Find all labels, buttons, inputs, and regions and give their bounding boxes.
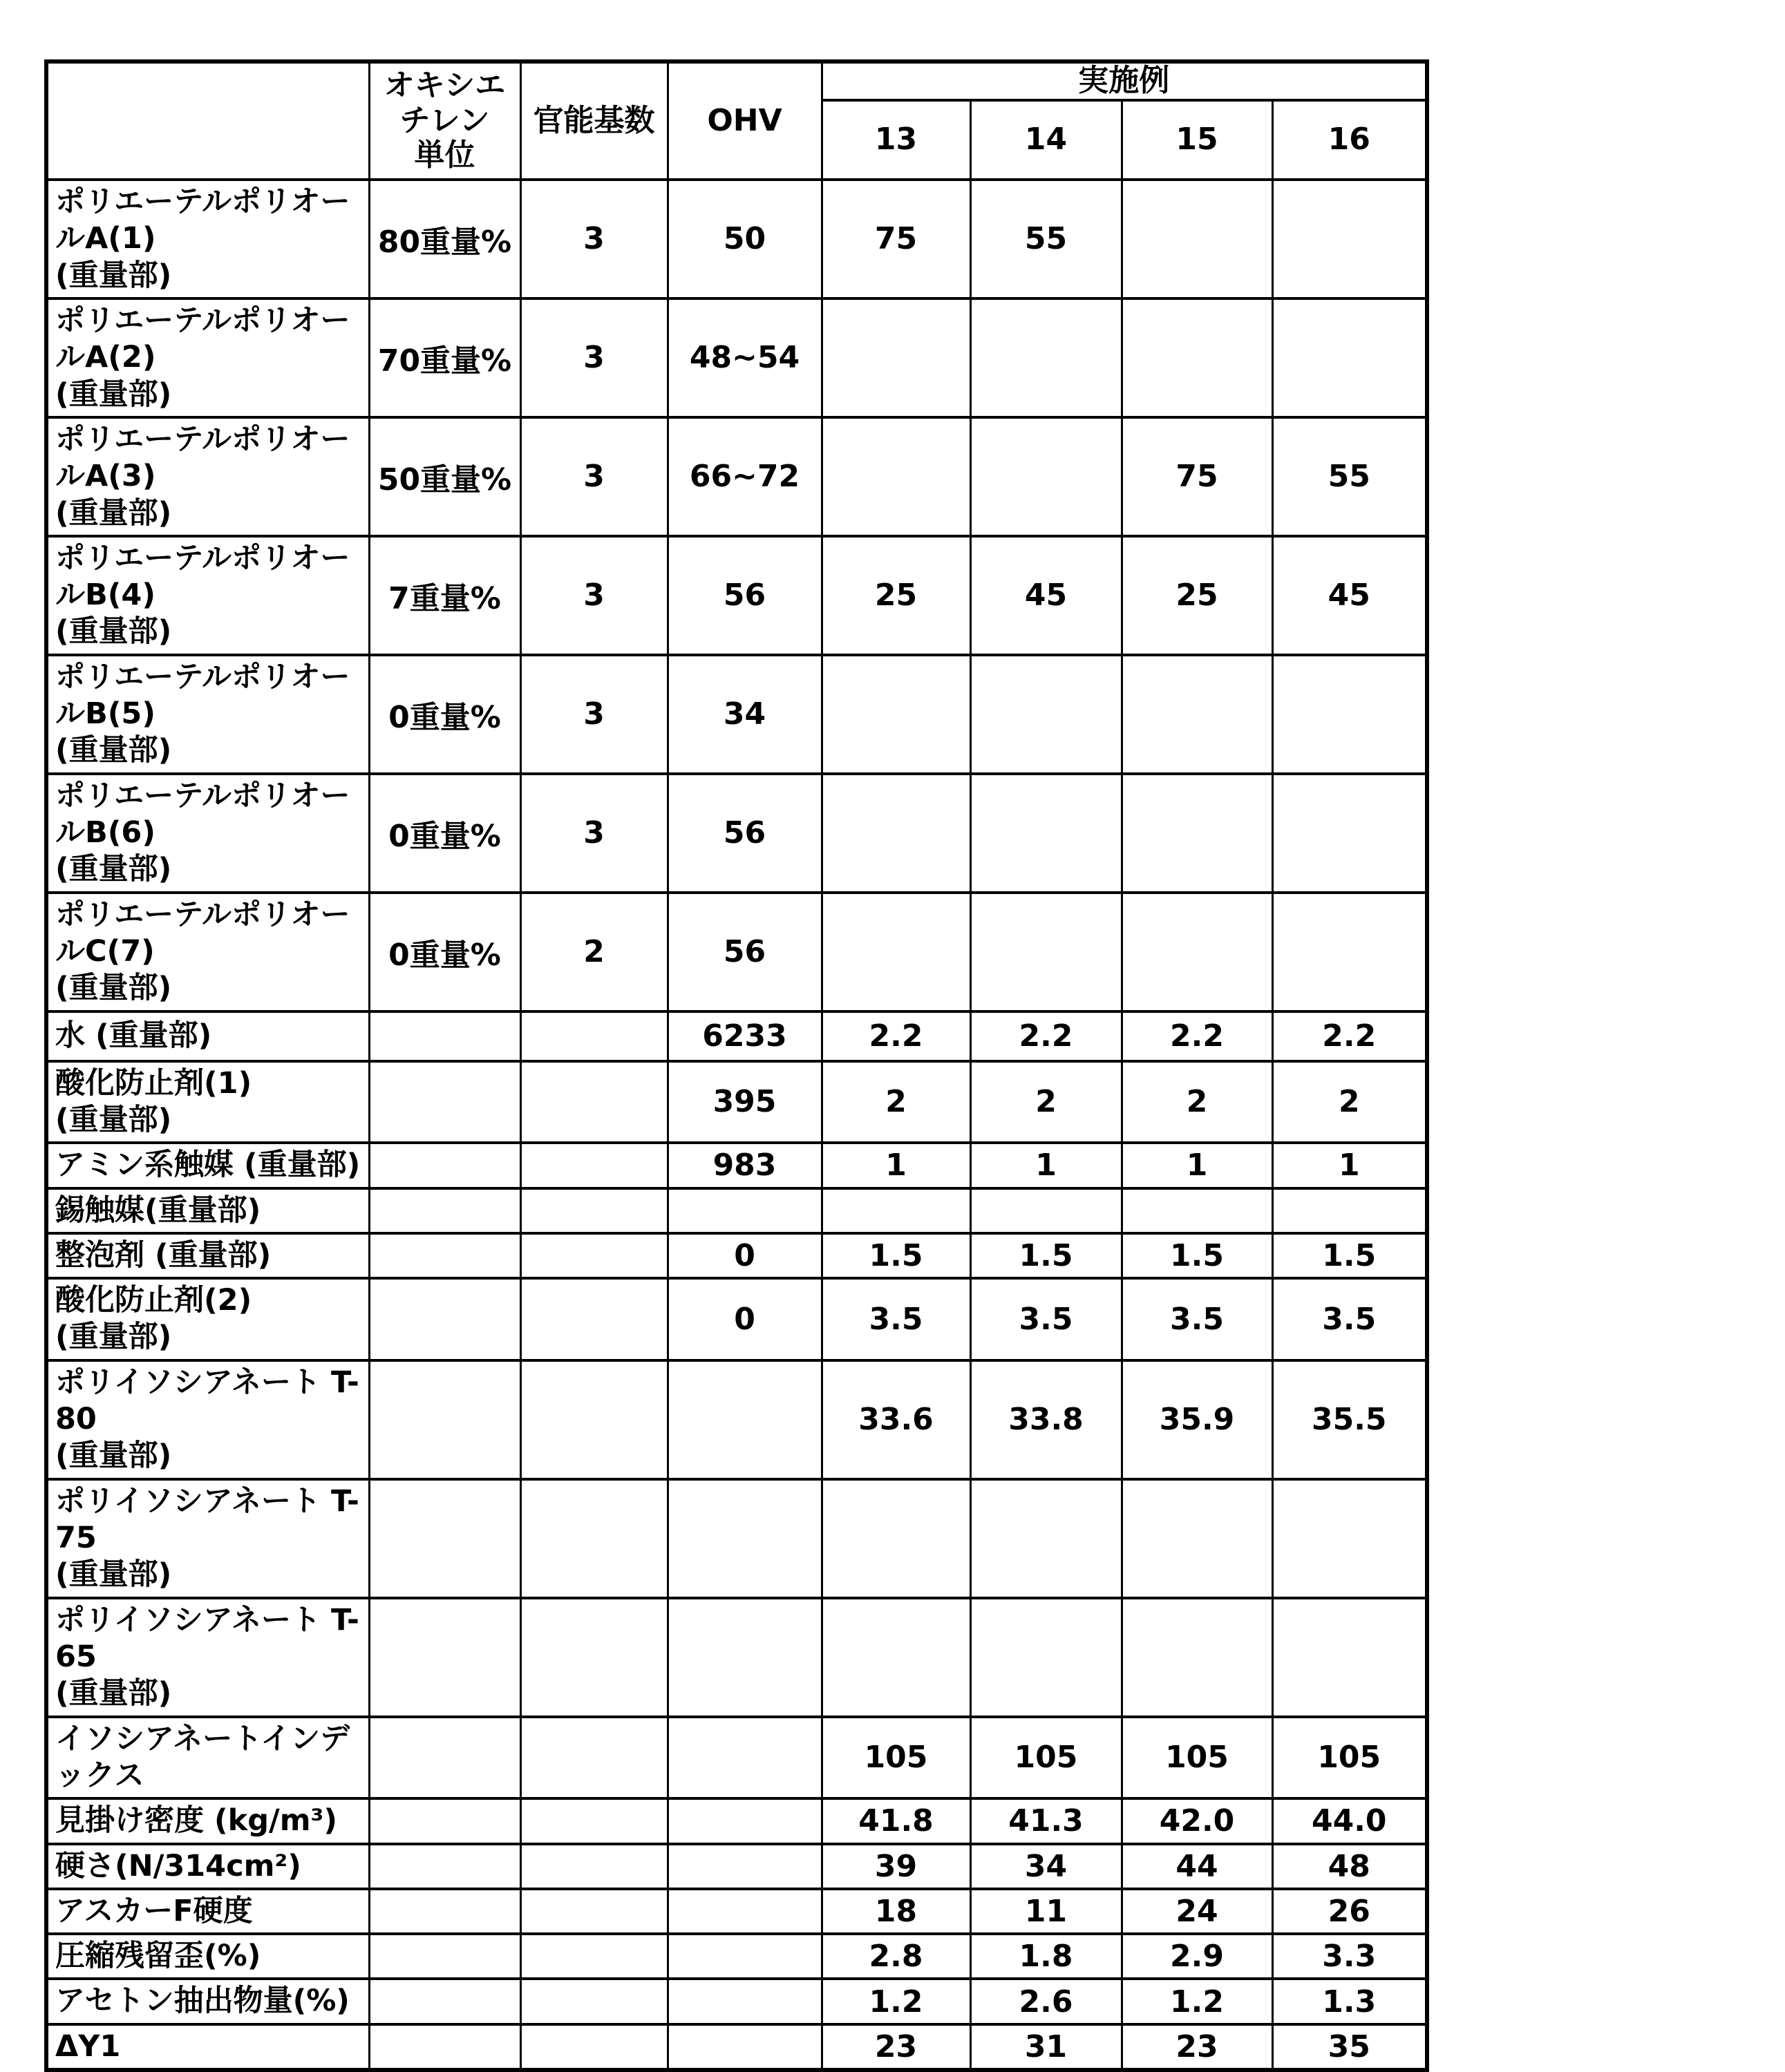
table-row bbox=[46, 180, 1427, 298]
row-label: アスカーF硬度 bbox=[46, 1889, 369, 1934]
cell-ohv: 395 bbox=[668, 1061, 822, 1143]
cell-oxyethylene bbox=[369, 1979, 520, 2024]
cell-example-15: 2.2 bbox=[1122, 1011, 1272, 1061]
row-label: ポリエーテルポリオールA(2) (重量部) bbox=[46, 298, 369, 417]
cell-functionality: 3 bbox=[520, 774, 668, 893]
cell-ohv bbox=[668, 1360, 822, 1479]
header-example-14: 14 bbox=[970, 100, 1122, 180]
cell-example-15: 75 bbox=[1122, 417, 1272, 536]
cell-functionality bbox=[520, 1979, 668, 2024]
cell-example-13 bbox=[822, 774, 970, 893]
row-label: 圧縮残留歪(%) bbox=[46, 1934, 369, 1979]
cell-ohv bbox=[668, 1889, 822, 1934]
cell-example-15: 2.9 bbox=[1122, 1934, 1272, 1979]
table-row bbox=[46, 1143, 1427, 1188]
cell-oxyethylene bbox=[369, 1798, 520, 1843]
cell-example-13: 39 bbox=[822, 1844, 970, 1889]
cell-example-16: 35.5 bbox=[1272, 1360, 1427, 1479]
cell-example-16: 45 bbox=[1272, 536, 1427, 655]
cell-example-13 bbox=[822, 298, 970, 417]
cell-oxyethylene bbox=[369, 1278, 520, 1360]
cell-example-13: 105 bbox=[822, 1717, 970, 1799]
cell-example-13 bbox=[822, 417, 970, 536]
cell-example-15 bbox=[1122, 893, 1272, 1011]
cell-oxyethylene: 0重量% bbox=[369, 774, 520, 893]
cell-oxyethylene bbox=[369, 1233, 520, 1278]
row-label: アセトン抽出物量(%) bbox=[46, 1979, 369, 2024]
table-row bbox=[46, 417, 1427, 536]
cell-functionality bbox=[520, 1717, 668, 1799]
cell-example-14: 33.8 bbox=[970, 1360, 1122, 1479]
header-example-15: 15 bbox=[1122, 100, 1272, 180]
cell-oxyethylene: 50重量% bbox=[369, 417, 520, 536]
cell-oxyethylene bbox=[369, 1479, 520, 1598]
cell-example-13: 1 bbox=[822, 1143, 970, 1188]
cell-example-13: 41.8 bbox=[822, 1798, 970, 1843]
cell-ohv: 34 bbox=[668, 655, 822, 774]
cell-example-15: 2 bbox=[1122, 1061, 1272, 1143]
table-row bbox=[46, 1479, 1427, 1598]
cell-ohv: 56 bbox=[668, 893, 822, 1011]
cell-example-13: 3.5 bbox=[822, 1278, 970, 1360]
cell-example-14: 45 bbox=[970, 536, 1122, 655]
cell-example-15: 23 bbox=[1122, 2024, 1272, 2070]
cell-ohv bbox=[668, 1979, 822, 2024]
cell-example-15 bbox=[1122, 298, 1272, 417]
cell-ohv: 66~72 bbox=[668, 417, 822, 536]
table-row bbox=[46, 2024, 1427, 2070]
table-row bbox=[46, 1798, 1427, 1843]
cell-functionality bbox=[520, 1889, 668, 1934]
cell-example-16 bbox=[1272, 893, 1427, 1011]
cell-oxyethylene bbox=[369, 1844, 520, 1889]
cell-functionality: 3 bbox=[520, 180, 668, 298]
cell-example-13 bbox=[822, 1188, 970, 1233]
cell-oxyethylene bbox=[369, 1889, 520, 1934]
header-examples-group: 実施例 bbox=[822, 61, 1427, 100]
row-label: 水 (重量部) bbox=[46, 1011, 369, 1061]
row-label: ΔY1 bbox=[46, 2024, 369, 2070]
table-row bbox=[46, 1717, 1427, 1799]
cell-oxyethylene bbox=[369, 1188, 520, 1233]
cell-example-13 bbox=[822, 1479, 970, 1598]
table-row bbox=[46, 1598, 1427, 1717]
cell-ohv: 6233 bbox=[668, 1011, 822, 1061]
table-row bbox=[46, 1889, 1427, 1934]
cell-oxyethylene bbox=[369, 1598, 520, 1717]
header-example-13: 13 bbox=[822, 100, 970, 180]
cell-example-15: 24 bbox=[1122, 1889, 1272, 1934]
cell-example-16: 3.3 bbox=[1272, 1934, 1427, 1979]
cell-example-16: 1.3 bbox=[1272, 1979, 1427, 2024]
cell-example-16: 2.2 bbox=[1272, 1011, 1427, 1061]
cell-ohv bbox=[668, 1798, 822, 1843]
cell-example-16: 44.0 bbox=[1272, 1798, 1427, 1843]
cell-functionality bbox=[520, 2024, 668, 2070]
cell-example-14: 34 bbox=[970, 1844, 1122, 1889]
cell-functionality bbox=[520, 1598, 668, 1717]
cell-example-16: 1 bbox=[1272, 1143, 1427, 1188]
header-functional-groups: 官能基数 bbox=[520, 61, 668, 180]
cell-ohv bbox=[668, 1598, 822, 1717]
table-row bbox=[46, 1188, 1427, 1233]
table-row bbox=[46, 1360, 1427, 1479]
cell-example-16: 3.5 bbox=[1272, 1278, 1427, 1360]
cell-example-15 bbox=[1122, 774, 1272, 893]
table-row bbox=[46, 1011, 1427, 1061]
table-row bbox=[46, 1844, 1427, 1889]
cell-example-14: 1 bbox=[970, 1143, 1122, 1188]
row-label: アミン系触媒 (重量部) bbox=[46, 1143, 369, 1188]
cell-ohv bbox=[668, 1844, 822, 1889]
cell-example-14 bbox=[970, 298, 1122, 417]
header-group-row bbox=[46, 61, 1427, 100]
cell-example-14: 55 bbox=[970, 180, 1122, 298]
cell-example-14: 2.2 bbox=[970, 1011, 1122, 1061]
cell-example-15 bbox=[1122, 1188, 1272, 1233]
cell-functionality: 2 bbox=[520, 893, 668, 1011]
cell-oxyethylene: 0重量% bbox=[369, 655, 520, 774]
cell-example-14: 31 bbox=[970, 2024, 1122, 2070]
cell-example-13: 75 bbox=[822, 180, 970, 298]
row-label: ポリエーテルポリオールB(5) (重量部) bbox=[46, 655, 369, 774]
cell-example-15: 1.2 bbox=[1122, 1979, 1272, 2024]
table-row bbox=[46, 536, 1427, 655]
cell-ohv: 56 bbox=[668, 774, 822, 893]
cell-example-15: 35.9 bbox=[1122, 1360, 1272, 1479]
cell-functionality bbox=[520, 1844, 668, 1889]
cell-functionality bbox=[520, 1360, 668, 1479]
table-row bbox=[46, 1061, 1427, 1143]
table-header bbox=[46, 61, 1427, 180]
cell-example-14 bbox=[970, 774, 1122, 893]
cell-example-15: 44 bbox=[1122, 1844, 1272, 1889]
cell-ohv: 0 bbox=[668, 1278, 822, 1360]
row-label: ポリイソシアネート T-80 (重量部) bbox=[46, 1360, 369, 1479]
cell-oxyethylene: 0重量% bbox=[369, 893, 520, 1011]
cell-example-14: 3.5 bbox=[970, 1278, 1122, 1360]
cell-example-16: 35 bbox=[1272, 2024, 1427, 2070]
cell-example-14: 2.6 bbox=[970, 1979, 1122, 2024]
cell-functionality bbox=[520, 1061, 668, 1143]
cell-example-14: 1.5 bbox=[970, 1233, 1122, 1278]
cell-ohv: 0 bbox=[668, 1233, 822, 1278]
cell-oxyethylene: 7重量% bbox=[369, 536, 520, 655]
row-label: 酸化防止剤(2) (重量部) bbox=[46, 1278, 369, 1360]
cell-oxyethylene bbox=[369, 2024, 520, 2070]
cell-functionality bbox=[520, 1011, 668, 1061]
cell-example-14: 1.8 bbox=[970, 1934, 1122, 1979]
cell-oxyethylene bbox=[369, 1717, 520, 1799]
row-label: 酸化防止剤(1) (重量部) bbox=[46, 1061, 369, 1143]
cell-example-15: 25 bbox=[1122, 536, 1272, 655]
cell-example-14 bbox=[970, 1188, 1122, 1233]
cell-ohv: 56 bbox=[668, 536, 822, 655]
row-label: ポリイソシアネート T-75 (重量部) bbox=[46, 1479, 369, 1598]
cell-example-13 bbox=[822, 655, 970, 774]
row-label: 硬さ(N/314cm²) bbox=[46, 1844, 369, 1889]
cell-example-15 bbox=[1122, 1598, 1272, 1717]
table-body bbox=[46, 180, 1427, 2070]
cell-example-13: 2.2 bbox=[822, 1011, 970, 1061]
row-label: 整泡剤 (重量部) bbox=[46, 1233, 369, 1278]
cell-ohv bbox=[668, 1717, 822, 1799]
cell-example-16 bbox=[1272, 180, 1427, 298]
cell-example-14 bbox=[970, 893, 1122, 1011]
cell-example-14: 41.3 bbox=[970, 1798, 1122, 1843]
cell-example-13 bbox=[822, 893, 970, 1011]
cell-ohv: 983 bbox=[668, 1143, 822, 1188]
cell-ohv: 50 bbox=[668, 180, 822, 298]
cell-oxyethylene bbox=[369, 1011, 520, 1061]
cell-example-16: 105 bbox=[1272, 1717, 1427, 1799]
row-label: 錫触媒(重量部) bbox=[46, 1188, 369, 1233]
cell-example-15: 3.5 bbox=[1122, 1278, 1272, 1360]
cell-oxyethylene bbox=[369, 1061, 520, 1143]
cell-example-16 bbox=[1272, 1598, 1427, 1717]
cell-ohv bbox=[668, 2024, 822, 2070]
cell-oxyethylene: 70重量% bbox=[369, 298, 520, 417]
row-label: ポリエーテルポリオールA(3) (重量部) bbox=[46, 417, 369, 536]
cell-example-13: 2.8 bbox=[822, 1934, 970, 1979]
cell-example-16: 1.5 bbox=[1272, 1233, 1427, 1278]
table-row bbox=[46, 774, 1427, 893]
row-label: ポリエーテルポリオールA(1) (重量部) bbox=[46, 180, 369, 298]
cell-example-16 bbox=[1272, 1188, 1427, 1233]
row-label: ポリエーテルポリオールB(6) (重量部) bbox=[46, 774, 369, 893]
cell-functionality bbox=[520, 1934, 668, 1979]
cell-example-15: 1.5 bbox=[1122, 1233, 1272, 1278]
cell-functionality bbox=[520, 1479, 668, 1598]
cell-example-14: 11 bbox=[970, 1889, 1122, 1934]
cell-example-15 bbox=[1122, 180, 1272, 298]
header-ohv: OHV bbox=[668, 61, 822, 180]
cell-functionality bbox=[520, 1233, 668, 1278]
cell-functionality: 3 bbox=[520, 536, 668, 655]
cell-example-15: 105 bbox=[1122, 1717, 1272, 1799]
cell-ohv bbox=[668, 1479, 822, 1598]
cell-ohv: 48~54 bbox=[668, 298, 822, 417]
cell-functionality: 3 bbox=[520, 417, 668, 536]
cell-oxyethylene bbox=[369, 1143, 520, 1188]
cell-functionality bbox=[520, 1188, 668, 1233]
cell-functionality: 3 bbox=[520, 655, 668, 774]
cell-oxyethylene: 80重量% bbox=[369, 180, 520, 298]
cell-ohv bbox=[668, 1934, 822, 1979]
cell-oxyethylene bbox=[369, 1934, 520, 1979]
cell-example-16 bbox=[1272, 655, 1427, 774]
cell-example-13: 23 bbox=[822, 2024, 970, 2070]
header-oxyethylene-units: オキシエチレン 単位 bbox=[369, 61, 520, 180]
cell-example-15 bbox=[1122, 1479, 1272, 1598]
cell-functionality: 3 bbox=[520, 298, 668, 417]
table-row bbox=[46, 1934, 1427, 1979]
header-example-16: 16 bbox=[1272, 100, 1427, 180]
cell-example-16: 26 bbox=[1272, 1889, 1427, 1934]
cell-example-13: 18 bbox=[822, 1889, 970, 1934]
table-row bbox=[46, 1979, 1427, 2024]
cell-example-16: 2 bbox=[1272, 1061, 1427, 1143]
row-label: ポリエーテルポリオールB(4) (重量部) bbox=[46, 536, 369, 655]
cell-example-15: 42.0 bbox=[1122, 1798, 1272, 1843]
cell-example-15 bbox=[1122, 655, 1272, 774]
row-label: ポリエーテルポリオールC(7) (重量部) bbox=[46, 893, 369, 1011]
cell-example-14: 2 bbox=[970, 1061, 1122, 1143]
cell-example-15: 1 bbox=[1122, 1143, 1272, 1188]
table-row bbox=[46, 893, 1427, 1011]
cell-ohv bbox=[668, 1188, 822, 1233]
table-row bbox=[46, 1233, 1427, 1278]
cell-example-14 bbox=[970, 1479, 1122, 1598]
row-label: 見掛け密度 (kg/m³) bbox=[46, 1798, 369, 1843]
cell-example-13 bbox=[822, 1598, 970, 1717]
formulation-examples-table bbox=[44, 59, 1429, 2072]
row-label: ポリイソシアネート T-65 (重量部) bbox=[46, 1598, 369, 1717]
cell-functionality bbox=[520, 1278, 668, 1360]
cell-functionality bbox=[520, 1143, 668, 1188]
cell-example-13: 25 bbox=[822, 536, 970, 655]
cell-example-14: 105 bbox=[970, 1717, 1122, 1799]
cell-example-13: 1.5 bbox=[822, 1233, 970, 1278]
cell-functionality bbox=[520, 1798, 668, 1843]
cell-example-14 bbox=[970, 1598, 1122, 1717]
cell-example-13: 1.2 bbox=[822, 1979, 970, 2024]
cell-example-16 bbox=[1272, 298, 1427, 417]
table-row bbox=[46, 655, 1427, 774]
cell-example-16 bbox=[1272, 1479, 1427, 1598]
cell-example-13: 2 bbox=[822, 1061, 970, 1143]
header-corner-cell bbox=[46, 61, 369, 180]
cell-example-13: 33.6 bbox=[822, 1360, 970, 1479]
cell-example-16: 55 bbox=[1272, 417, 1427, 536]
row-label: イソシアネートインデックス bbox=[46, 1717, 369, 1799]
cell-example-14 bbox=[970, 417, 1122, 536]
cell-example-16 bbox=[1272, 774, 1427, 893]
table-row bbox=[46, 1278, 1427, 1360]
cell-example-16: 48 bbox=[1272, 1844, 1427, 1889]
cell-oxyethylene bbox=[369, 1360, 520, 1479]
cell-example-14 bbox=[970, 655, 1122, 774]
table-row bbox=[46, 298, 1427, 417]
